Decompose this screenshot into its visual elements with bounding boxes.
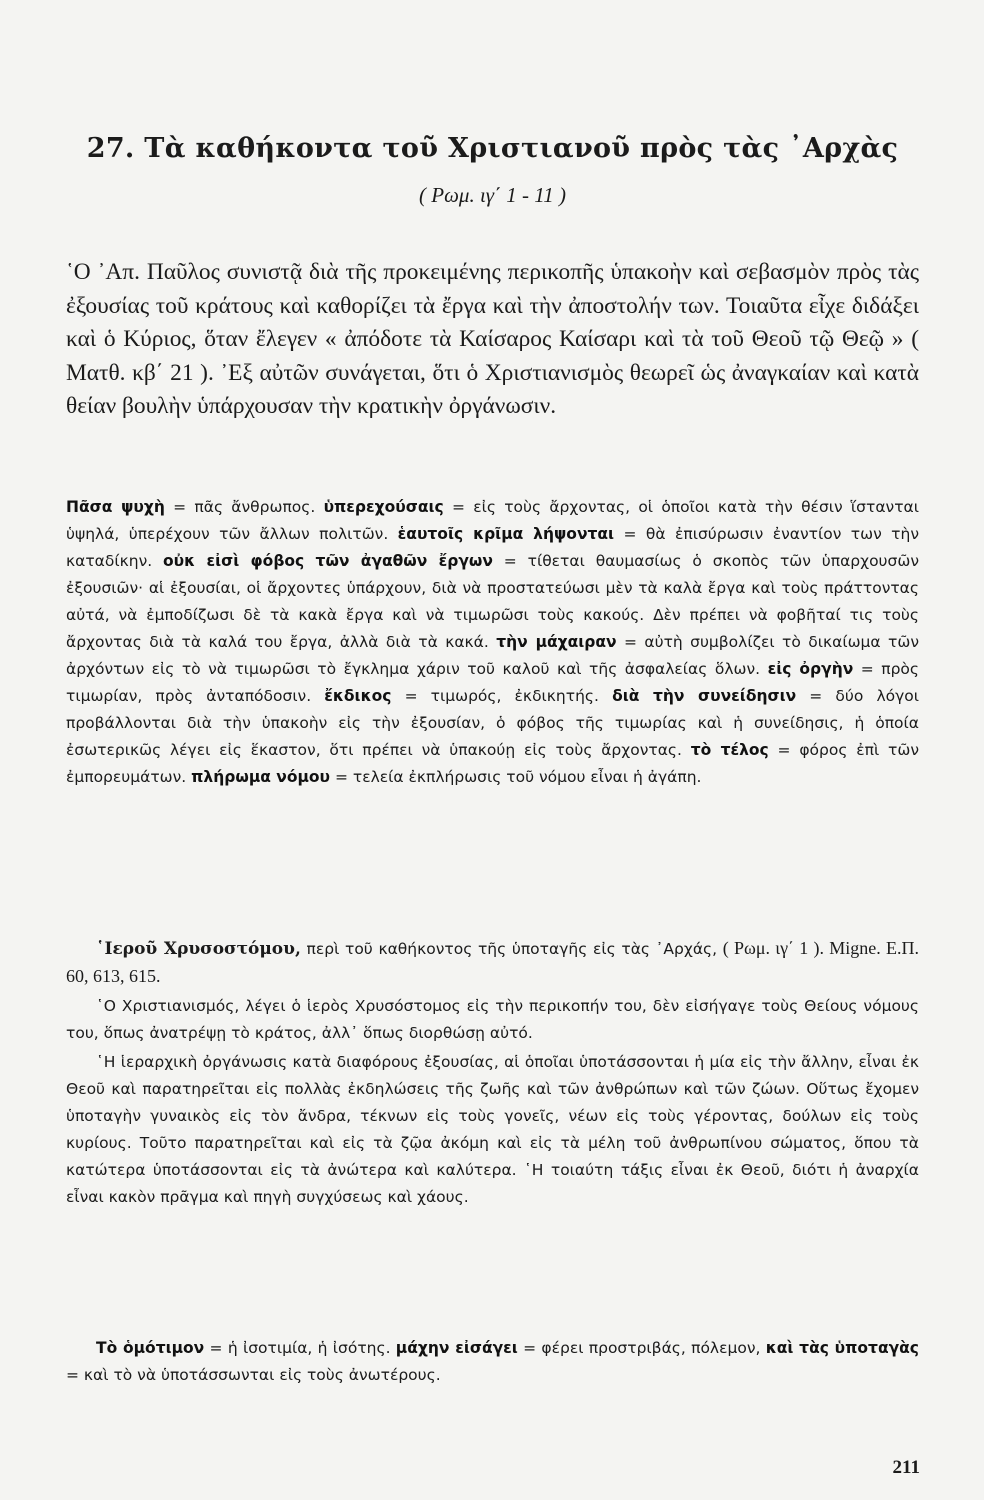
final-notes — [66, 1335, 919, 1389]
note-def: = αὐτὴ συμβολίζει τὸ δικαίωμα τῶν ἀρχόντων εἰς τὸ νὰ τιμωρῶσι τὸ ἔγκλημα χάριν τοῦ καλοῦ καὶ τῆς ἀσφαλείας ὅλων. — [66, 633, 919, 678]
intro-paragraph — [66, 256, 919, 424]
chrysostom-author: ῾Ιεροῦ Χρυσοστόμου, — [96, 939, 301, 959]
note-def: = ἡ ἰσοτιμία, ἡ ἰσότης. — [204, 1339, 396, 1357]
note-term: ἑαυτοῖς κρῖμα λήψονται — [397, 525, 615, 543]
note-def: = τελεία ἐκπλήρωσις τοῦ νόμου εἶναι ἡ ἀγάπη. — [330, 768, 702, 786]
chrysostom-title: περὶ τοῦ καθήκοντος τῆς ὑποταγῆς εἰς τὰς ᾿Αρχάς, — [300, 940, 718, 958]
note-def: = θὰ ἐπισύρωσιν ἐναντίον των τὴν καταδίκην. — [66, 525, 919, 570]
note-term: πλήρωμα νόμου — [191, 768, 331, 786]
chapter-title: 27. Τὰ καθήκοντα τοῦ Χριστιανοῦ πρὸς τὰς ᾿Αρχὰς — [86, 133, 899, 164]
intro-text: ῾Ο ᾿Απ. Παῦλος συνιστᾷ διὰ τῆς προκειμένης περικοπῆς ὑπακοὴν καὶ σεβασμὸν πρὸς τὰς ἐξουσίας τοῦ κράτους καὶ καθορίζει τὰ ἔργα καὶ τὴν ἀποστολήν των. Τοιαῦτα εἶχε διδάξει καὶ ὁ Κύριος, ὅταν ἔλεγεν « ἀπόδοτε τὰ Καίσαρος Καίσαρι καὶ τὰ τοῦ Θεοῦ τῷ Θεῷ » ( Ματθ. κβ΄ 21 ). ᾿Εξ αὐτῶν συνάγεται, ὅτι ὁ Χριστιανισμὸς θεωρεῖ ὡς ἀναγκαίαν καὶ κατὰ θείαν βουλὴν ὑπάρχουσαν τὴν κρατικὴν ὀργάνωσιν. — [66, 259, 919, 420]
note-def: = πρὸς τιμωρίαν, πρὸς ἀνταπόδοσιν. — [66, 660, 920, 705]
chrysostom-section — [66, 935, 919, 1211]
chrysostom-heading — [66, 935, 919, 991]
note-term: οὐκ εἰσὶ φόβος τῶν ἀγαθῶν ἔργων — [163, 552, 493, 570]
note-def: = φόρος ἐπὶ τῶν ἐμπορευμάτων. — [66, 741, 919, 786]
page-number: 211 — [892, 1457, 920, 1478]
chrysostom-source: ( Ρωμ. ιγ΄ 1 ). Migne. Ε.Π. 60, 613, 615. — [66, 938, 919, 986]
note-term: εἰς ὀργὴν — [767, 660, 854, 678]
note-term: μάχην εἰσάγει — [395, 1339, 518, 1357]
note-def: = καὶ τὸ νὰ ὑποτάσσωνται εἰς τοὺς ἀνωτέρους. — [66, 1366, 441, 1384]
note-def: = δύο λόγοι προβάλλονται διὰ τὴν ὑπακοὴν εἰς τὴν ἐξουσίαν, ὁ φόβος τῆς τιμωρίας καὶ ἡ συνείδησις, ἡ ὁποία ἐσωτερικῶς λέγει εἰς ἕκαστον, ὅτι πρέπει νὰ ὑπακούῃ εἰς τοὺς ἄρχοντας. — [66, 687, 919, 759]
notes-paragraph — [66, 494, 919, 791]
note-def: = τίθεται θαυμασίως ὁ σκοπὸς τῶν ὑπαρχουσῶν ἐξουσιῶν· αἱ ἐξουσίαι, οἱ ἄρχοντες ὑπάρχουν, διὰ νὰ προστατεύωσι μὲν τὰ καλὰ ἔργα καὶ τοὺς πράττοντας αὐτά, νὰ ἐμποδίζωσι δὲ τὰ κακὰ ἔργα καὶ νὰ τιμωρῶσι τοὺς κακούς. Δὲν πρέπει νὰ φοβῆταί τις τοὺς ἄρχοντας διὰ τὰ καλά του ἔργα, ἀλλὰ διὰ τὰ κακά. — [66, 552, 919, 651]
note-def: = εἰς τοὺς ἄρχοντας, οἱ ὁποῖοι κατὰ τὴν θέσιν ἵστανται ὑψηλά, ὑπερέχουν τῶν ἄλλων πολιτῶν. — [66, 498, 919, 543]
word-notes — [66, 494, 919, 791]
note-term: Πᾶσα ψυχὴ — [66, 498, 165, 516]
chrysostom-paragraph-1: ῾Ο Χριστιανισμός, λέγει ὁ ἱερὸς Χρυσόστομος εἰς τὴν περικοπήν του, δὲν εἰσήγαγε τοὺς Θείους νόμους του, ὅπως ἀνατρέψῃ τὸ κράτος, ἀλλ᾿ ὅπως διορθώσῃ αὐτό. — [66, 997, 919, 1042]
note-term: διὰ τὴν συνείδησιν — [612, 687, 797, 705]
note-term: καὶ τὰς ὑποταγὰς — [765, 1339, 919, 1357]
note-term: τὴν μάχαιραν — [496, 633, 617, 651]
note-term: Τὸ ὁμότιμον — [96, 1339, 205, 1357]
note-def: = πᾶς ἄνθρωπος. — [164, 498, 324, 516]
note-def: = φέρει προστριβάς, πόλεμον, — [517, 1339, 766, 1357]
scripture-reference: ( Ρωμ. ιγ΄ 1 - 11 ) — [419, 183, 566, 207]
note-term: τὸ τέλος — [690, 741, 769, 759]
note-def: = τιμωρός, ἐκδικητής. — [391, 687, 613, 705]
chrysostom-paragraph-2: ῾Η ἱεραρχικὴ ὀργάνωσις κατὰ διαφόρους ἐξουσίας, αἱ ὁποῖαι ὑποτάσσονται ἡ μία εἰς τὴν ἄλλην, εἶναι ἐκ Θεοῦ καὶ παρατηρεῖται εἰς πολλὰς ἐκδηλώσεις τῆς ζωῆς καὶ τῶν ἀνθρώπων καὶ τῶν ζώων. Οὕτως ἔχομεν ὑποταγὴν γυναικὸς εἰς τὸν ἄνδρα, τέκνων εἰς τοὺς γονεῖς, νέων εἰς τοὺς γέροντας, δούλων εἰς τοὺς κυρίους. Τοῦτο παρατηρεῖται καὶ εἰς τὰ ζῷα ἀκόμη καὶ εἰς τὰ μέλη τοῦ ἀνθρωπίνου σώματος, ὅπου τὰ κατώτερα ὑποτάσσονται εἰς τὰ ἀνώτερα καὶ καλύτερα. ῾Η τοιαύτη τάξις εἶναι ἐκ Θεοῦ, διότι ἡ ἀναρχία εἶναι κακὸν πρᾶγμα καὶ πηγὴ συγχύσεως καὶ χάους. — [66, 1053, 919, 1206]
note-term: ὑπερεχούσαις — [323, 498, 444, 516]
note-term: ἔκδικος — [324, 687, 392, 705]
final-notes-paragraph — [66, 1335, 919, 1389]
